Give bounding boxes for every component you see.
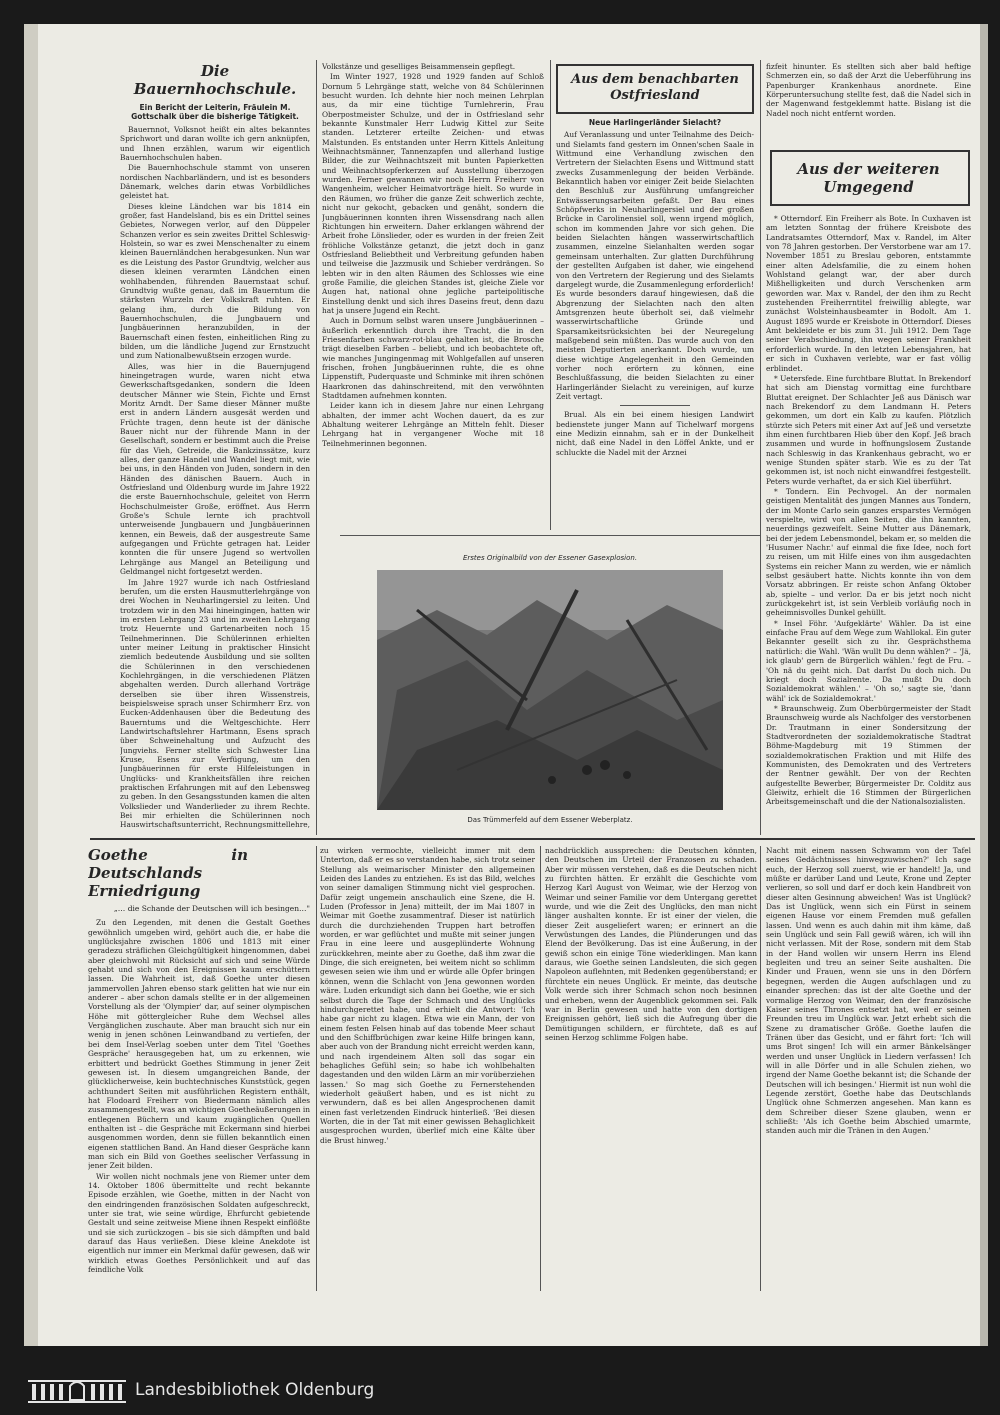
column-rule bbox=[316, 846, 317, 1291]
article-bauernhochschule-continued bbox=[322, 62, 544, 522]
column-rule bbox=[760, 846, 761, 1291]
article-ostfriesland-continued bbox=[766, 62, 971, 140]
paragraph: * Insel Föhr. 'Aufgeklärte' Wähler. Da ist eine einfache Frau auf dem Wege zum Wahllokal. Ein guter Bekannter gesellt sich zu ihr. Gesprächsthema natürlich: die Wahl. 'Wän wullt Du denn wählen?' – 'Jä, ick glaub' gern de Bürgerlich wählen.' fegt de Fru. – 'Oh nä du geiht nich. Dat darfst Du doch nich. Du kriegt doch Sozialrente. Da mußt Du doch Sozialdemokrat wählen.' – 'Oh so,' sagte sie, 'dann wähl' ick de Sozialdemokrat.' bbox=[766, 618, 971, 703]
paragraph: Im Jahre 1927 wurde ich nach Ostfriesland berufen, um die ersten Hausmutterlehrgänge von drei Wochen in Neuharlingersiel zu leiten. Und trotzdem wir in den Mai hineingingen, hatten wir im ersten Lehrgang 23 und im zweiten Lehrgang trotz Heuernte und Gartenarbeiten noch 15 Teilnehmerinnen. Die Schülerinnen erhielten unter meiner Leitung in praktischer Hinsicht ziemlich bedeutende Ausbildung und sie sollten die Schülerinnen in den verschiedenen Kochlehrgängen, in die verschiedenen Plätzen abgehalten werden. Durch allerhand Vorträge derselben sie über ihren Wissenstreis, beispielsweise sprach unser Schirmherr Erz. von Eucken-Addenhausen über die Bedeutung des Bauerntums und die Weltgeschichte. Herr Landwirtschaftslehrer Hartmann, Esens sprach über Schweinehaltung und Aufzucht des Jungviehs. Ferner stellte sich Schwester Lina Kruse, Esens zur Verfügung, um den Jungbäuerinnen für erste Hilfeleistungen in Unglücks- und Krankheitsfällen ihre reichen praktischen Erfahrungen mit auf den Lebensweg zu geben. In den Gesangsstunden kamen die alten Volkslieder und Wanderlieder zu ihrem Rechte. Bei mir erhielten die Schülerinnen noch Hauswirtschaftsunterricht, Rechnungsmittellehre, bbox=[120, 577, 310, 830]
paragraph: Alles, was hier in die Bauernjugend hineingetragen wurde, waren nicht etwa Gewerkschaftsgedanken, sondern die Ideen deutscher Männer wie Stein, Fichte und Ernst Moritz Arndt. Der Same dieser Männer mußte erst in andern Ländern ausgesät werden und Früchte tragen, denn heute ist der dänische Bauer nicht nur der führende Mann in der Gesellschaft, sondern er bestimmt auch die Preise für das Vieh, Getreide, die Bankzinssätze, kurz alles, der ganze Handel und Wandel liegt mit, wie bei uns, in den Händen von Juden, sondern in den Händen des dänischen Bauern. Auch in Ostfriesland und Oldenburg wurde im Jahre 1922 die erste Bauernhochschule, geleitet von Herrn Hochschulmeister Große, eröffnet. Aus Herrn Große's Schule lernte ich prachtvoll unterweisende Jungbauern und Jungbäuerinnen kennen, ein Beweis, daß der ausgestreute Same aufgegangen und Früchte getragen hat. Leider konnten die für unsere Jugend so wertvollen Lehrgänge aus Mangel an Beteiligung und Geldmangel nicht fortgesetzt werden. bbox=[120, 361, 310, 577]
paragraph: Die Bauernhochschule stammt von unseren nordischen Nachbarländern, und ist es besonders Dänemark, welches darin etwas Vorbildliches geleistet hat. bbox=[120, 163, 310, 201]
page-edge-left bbox=[24, 24, 38, 1346]
column-rule bbox=[550, 60, 551, 530]
paragraph: Auch in Dornum selbst waren unsere Jungbäuerinnen – äußerlich erkenntlich durch ihre Tracht, die in den Friesenfarben schwarz-rot-blau gehalten ist, die Brosche trägt dieselben Farben – beliebt, und ich beobachtete oft, wie manches Jungingenmag mit Wohlgefallen auf unseren frischen, frohen Jungbäuerinnen ruhte, die es ohne Lippenstift, Puderquaste und Schminke mit ihren schönen Haarkronen das dahinschreitend, mit den verwöhnten Stadtdamen aufnehmen konnten. bbox=[322, 316, 544, 401]
article-ostfriesland bbox=[556, 66, 754, 526]
paragraph: * Braunschweig. Zum Oberbürgermeister der Stadt Braunschweig wurde als Nachfolger des verstorbenen Dr. Trautmann in einer Sondersitzung der Stadtverordneten der sozialdemokratische Stadtrat Böhme-Magdeburg mit 19 Stimmen der sozialdemokratischen Fraktion und mit Hilfe des Kommunisten, des Demokraten und des Vertreters der Rentner gewählt. Der von der Rechten aufgestellte Bewerber, Bürgermeister Dr. Colditz aus Gleiwitz, erhielt die 16 Stimmen der Bürgerlichen Arbeitsgemeinschaft und die der Nationalsozialisten. bbox=[766, 703, 971, 807]
article-umgegend bbox=[766, 152, 971, 836]
paragraph: fizfeit hinunter. Es stellten sich aber bald heftige Schmerzen ein, so daß der Arzt die Ueberführung ins Papenburger Krankenhaus anordnete. Eine Körperuntersuchung stellte fest, daß die Nadel sich in der Magenwand festgeklemmt hatte. Bislang ist die Nadel noch nicht entfernt worden. bbox=[766, 62, 971, 118]
subheadline: Neue Harlingerländer Sielacht? bbox=[588, 118, 722, 127]
article-bauernhochschule bbox=[120, 62, 310, 830]
column-rule bbox=[540, 846, 541, 1291]
library-building-icon bbox=[28, 1376, 126, 1404]
paragraph: Bauernnot, Volksnot heißt ein altes bekanntes Sprichwort und daran wollte ich gern anknüpfen, und Ihnen erzählen, warum wir eigentlich Bauernhochschulen haben. bbox=[120, 125, 310, 163]
paragraph: Zu den Legenden, mit denen die Gestalt Goethes gewöhnlich umgeben wird, gehört auch die, er habe die unglücksjahre zwischen 1806 und 1813 mit einer geradezu sträflichen Gleichgültigkeit hingenommen, dabei aber gleichwohl mit Rücksicht auf sich und seine Würde gehabt und sich von den Ereignissen kaum erschüttern lassen. Die Wahrheit ist, daß Goethe unter diesen jammervollen Jahren ebenso stark gelitten hat wie nur ein anderer – aber schon damals stellte er in der allgemeinen Vorstellung als der 'Olympier' dar, auf seiner olympischen Höhe mit göttergleicher Ruhe dem Wechsel alles Vergänglichen zuschaute. Aber man braucht sich nur ein wenig in jenen schönen Leinwandband zu vertiefen, der bei dem Insel-Verlag soeben unter dem Titel 'Goethes Gespräche' herausgegeben hat, um zu erkennen, wie erbittert und bedrückt Goethes Stimmung in jener Zeit gewesen ist. In diesem umgangreichen Bande, der glücklicherweise, kein buchtechnisches Kunststück, gegen achthundert Seiten mit ausführlichen Registern enthält, hat Flodoard Freiherr von Biedermann nämlich alles zusammengestellt, was an wichtigen Goetheäußerungen in entlegenen Büchern und kaum zugänglichen Quellen enthalten ist – die Gespräche mit Eckermann sind hierbei ausgenommen worden, denn sie füllen bekanntlich einen eigenen stattlichen Band. An Hand dieser Gespräche kann man sich ein Bild von Goethes seelischer Verfassung in jener Zeit bilden. bbox=[88, 918, 310, 1171]
library-name: Landesbibliothek Oldenburg bbox=[135, 1380, 375, 1400]
subheadline: Ein Bericht der Leiterin, Fräulein M. Gottschalk über die bisherige Tätigkeit. bbox=[131, 103, 299, 121]
explosion-photo bbox=[377, 570, 723, 810]
paragraph: Dieses kleine Ländchen war bis 1814 ein großer, fast Handelsland, bis es ein Drittel seines Gebietes, Norwegen verlor, auf den Düppeler Schanzen verlor es sein zweites Drittel Schleswig-Holstein, so war es zwei Menschenalter zu einem kleinen Bauernländchen herabgesunken. Nun war es die Leistung des Pastor Grundtvig, welcher aus diesen kleinen verarmten Ländchen einen wohlhabenden, führenden Bauernstaat schuf. Grundtvig wußte genau, daß im Bauerntum die stärksten Wurzeln der Volkskraft ruhten. Er gelang ihm, durch die Bildung von Bauernhochschulen, die Jungbauern und Jungbäuerinnen heranzubilden, in der Bauernschaft einen festen, einheitlichen Ring zu bilden, um die ländliche Jugend zur Ernstzucht und zum Nationalbewußtsein erzogen wurde. bbox=[120, 201, 310, 361]
paragraph: zu wirken vermochte, vielleicht immer mit dem Unterton, daß er es so verstanden habe, sich trotz seiner Stellung als weimarischer Minister den allgemeinen Leiden des Landes zu entziehen. Es ist das Bild, welches von seiner damaligen Stimmung nicht viel gesprochen. Dafür zeigt ungemein anschaulich eine Szene, die H. Luden (Professor in Jena) mitteilt, der im Mai 1807 in Weimar mit Goethe zusammentraf. Dieser ist natürlich durch die durchziehenden Truppen hart betroffen worden, er war geflüchtet und mußte mit seiner jungen Frau in eine leere und ausgeplünderte Wohnung zurückkehren, meinte aber zu Goethe, daß ihm zwar die Dinge, die sich ereigneten, bei weitem nicht so schlimm gewesen seien wie ihm und er würde alle Opfer bringen können, wenn die Schlacht von Jena gewonnen worden wäre. Luden erkundigt sich dann bei Goethe, wie er sich selbst durch die Tage der Schmach und des Unglücks hindurchgerettet habe, und erhielt die Antwort: 'Ich habe gar nicht zu klagen. Etwa wie ein Mann, der von einem festen Felsen hinab auf das tobende Meer schaut und den Schiffbrüchigen zwar keine Hilfe bringen kann, aber auch von der Brandung nicht erreicht werden kann, und nach irgendeinem Alten soll das sogar ein behagliches Gefühl sein; so habe ich wohlbehalten dagestanden und den wilden Lärm an mir vorüberziehen lassen.' So mag sich Goethe zu Fernerstehenden wiederholt geäußert haben, und es ist nicht zu verwundern, daß es bei allen Angesprochenen damit einen fast verletzenden Eindruck hinterließ. 'Bei diesen Worten, die in der Tat mit einer gewissen Behaglichkeit ausgesprochen wurden, überlief mich eine Kälte über die Brust hinweg.' bbox=[320, 846, 535, 1145]
paragraph: Volkstänze und geselliges Beisammensein gepflegt. bbox=[322, 62, 516, 71]
page-edge-right bbox=[980, 24, 988, 1346]
headline: Goethe in Deutschlands Erniedrigung bbox=[88, 846, 248, 900]
paragraph: * Uetersfede. Eine furchtbare Bluttat. In Brekendorf hat sich am Dienstag vormittag eine furchtbare Bluttat ereignet. Der Schlachter Jeß aus Dänisch war nach Brekendorf zu dem Landmann H. Peters gekommen, um dort ein Kalb zu kaufen. Plötzlich stürzte sich Peters mit einer Axt auf Jeß und versetzte ihm einen furchtbaren Hieb über den Kopf. Jeß brach zusammen und wurde in hoffnungslosem Zustande nach Schleswig in das Krankenhaus gebracht, wo er wenige Stunden später starb. Wie es zu der Tat gekommen ist, ist noch nicht einwandfrei festgestellt. Peters wurde verhaftet, da er sich Kiel überführt. bbox=[766, 373, 971, 486]
article-goethe-col4 bbox=[766, 846, 971, 1291]
paragraph: Auf Veranlassung und unter Teilnahme des Deich- und Sielamts fand gestern im Onnen'schen Saale in Wittmund eine Verhandlung zwischen den Vertretern der Sielachten Esens und Wittmund statt zwecks Zusammenlegung der beiden Verbände. Bekanntlich haben vor einiger Zeit beide Sielachten den Beschluß zur Ausführung umfangreicher Entwässerungsarbeiten gefaßt. Der Bau eines Schöpfwerks in Neuharlingersiel und der großen Brücke in Carolinensiel soll, wenn irgend möglich, schon im kommenden Jahre vor sich gehen. Die beiden Sielachten hängen wasserwirtschaftlich zusammen, einzelne Sielanhalten werden sogar gemeinsam unterhalten. Zur glatten Durchführung der gestellten Aufgaben ist daher, wie eingehend von den Vertretern der Regierung und des Sielamts dargelegt wurde, die Zusammenlegung erforderlich! Es wurde besonders darauf hingewiesen, daß die Abgrenzung der Sielachten nach den alten Amtsgrenzen heute überholt sei, daß vielmehr wasserwirtschaftliche Gründe und Sparsamkeitsrücksichten bei der Neuregelung maßgebend sein müßten. Das wurde auch von den meisten Deputierten anerkannt. Doch wurde, um diese wichtige Angelegenheit in den Gemeinden vorher noch erörtern zu können, eine Beschlußfassung, die beiden Sielachten zu einer Harlingerländer Sielacht zu vereinigen, auf kurze Zeit vertagt. bbox=[556, 130, 754, 401]
column-rule bbox=[760, 60, 761, 835]
paragraph: nachdrücklich aussprechen: die Deutschen könnten, den Deutschen im Urteil der Franzosen zu schaden. Aber wir müssen verstehen, daß es die Deutschen nicht zu fürchten hätten. Er erzählt die Geschichte vom Herzog Karl August von Weimar, wie der Herzog von Weimar und seiner Familie vor dem Untergang gerettet wurde, und wie die Zeit des Unglücks, den man nicht länger aushalten konnte. Er ist einer der vielen, die dieser Zeit ausgeliefert waren; er erinnert an die Verwüstungen des Landes, die Plünderungen und das Elend der Bevölkerung. Das ist eine Äußerung, in der gewiß schon ein einige Töne wiederklingen. Man kann daraus, wie Goethe seinen Landsleuten, die sich gegen Napoleon auflehnten, mit Bedenken gegenüberstand; er fürchtete ein neues Unglück. Er meinte, das deutsche Volk werde sich ihrer Schmach schon noch besinnen und erheben, wenn der Augenblick gekommen sei. Falk war in Berlin gewesen und hatte von den dortigen Ereignissen gehört, ließ sich die Aufregung über die Demütigungen schildern, er fürchtete, daß es auf seinen Herzog schlimme Folgen habe. bbox=[545, 846, 757, 1042]
photo-title: Erstes Originalbild von der Essener Gasexplosion. bbox=[462, 554, 638, 562]
article-goethe-col2 bbox=[320, 846, 535, 1291]
separator bbox=[620, 405, 690, 406]
photo-frame-top bbox=[340, 535, 760, 536]
headline: Aus dem benachbarten Ostfriesland bbox=[571, 72, 739, 103]
headline: Aus der weiteren Umgegend bbox=[797, 160, 940, 196]
headline: Die Bauernhochschule. bbox=[133, 62, 297, 98]
section-rule bbox=[90, 838, 975, 840]
paragraph: Brual. Als ein bei einem hiesigen Landwirt bedienstete junger Mann auf Tichelwarf morgens eine Medizin einnahm, sah er in der Dunkelheit nicht, daß eine Nadel in den Löffel Ankte, und er schluckte die Nadel mit der Arznei bbox=[556, 410, 754, 457]
motto: „… die Schande der Deutschen will ich besingen…" bbox=[113, 904, 310, 913]
paragraph: Leider kann ich in diesem Jahre nur einen Lehrgang abhalten, der immer acht Wochen dauert, da es zur Abhaltung weiterer Lehrgänge an Mitteln fehlt. Dieser Lehrgang hat in vergangener Woche mit 18 Teilnehmerinnen begonnen. bbox=[322, 401, 544, 448]
article-goethe-col3 bbox=[545, 846, 757, 1291]
article-goethe bbox=[88, 846, 310, 1291]
rubble-image bbox=[377, 570, 723, 810]
column-rule bbox=[316, 60, 317, 835]
paragraph: * Tondern. Ein Pechvogel. An der normalen geistigen Mentalität des jungen Mannes aus Tondern, der im Monte Carlo sein ganzes ersparstes Vermögen verspielte, wird von allen Seiten, die ihn kannten, neuerdings gezweifelt. Seine Mutter aus Dänemark, bei der jedem Lebensmondel, bekam er, so melden die 'Husumer Nachr.' auf einmal die fixe Idee, noch fort zu reisen, um mit Hilfe eines von ihm ausgedachten Systems ein reicher Mann zu werden, wie er nämlich selbst gesäubert hatte. Nichts konnte ihn von dem Vorsatz abbringen. Er reiste schon Anfang Oktober ab, spielte – und verlor. Da er bis jetzt noch nicht zurückgekehrt ist, ist sein Verbleib vorläufig noch in geheimnisvolles Dunkel gehüllt. bbox=[766, 486, 971, 618]
paragraph: * Otterndorf. Ein Freiherr als Bote. In Cuxhaven ist am letzten Sonntag der frühere Kreisbote des Landratsamtes Otterndorf, Max v. Randel, im Alter von 78 Jahren gestorben. Der Verstorbene war am 17. November 1851 zu Breslau geboren, entstammte einer alten Adelsfamilie, die zu einem hohen Wohlstand gelangt war, der aber durch Mißhelligkeiten und durch Verschenken arm geworden war. Max v. Randel, der den ihm zu Recht zustehenden Freiherrntitel freiwillig ablegte, war zunächst Wolsteinhausbeamter in Bodolt. Am 1. August 1895 wurde er Kreisbote in Otterndorf. Dieses Amt bekleidete er bis zum 31. Juli 1912. Dem Tage seiner Verabschiedung, ihn wegen seiner Frankheit erforderlich wurde. In den letzten Lebensjahren, hat er sich in Cuxhaven verlebte, war er fast völlig erblindet. bbox=[766, 214, 971, 373]
photo-caption: Das Trümmerfeld auf dem Essener Weberplatz. bbox=[467, 816, 633, 824]
paragraph: Wir wollen nicht nochmals jene von Riemer unter dem 14. Oktober 1806 übermittelte und recht bekannte Episode erzählen, wie Goethe, mitten in der Nacht von den eindringenden französischen Soldaten aufgeschreckt, unter sie trat, wie seine würdige, Ehrfurcht gebietende Gestalt und seine zeitweise Miene ihnen Respekt einflößte und sie sich zurückzogen – bis sie sich dämpften und bald darauf das Haus verließen. Diese kleine Anekdote ist eigentlich nur immer ein Merkmal dafür gewesen, daß wir wirklich etwas Goethes Persönlichkeit und auf das feindliche Volk bbox=[88, 1171, 310, 1275]
paragraph: Nacht mit einem nassen Schwamm von der Tafel seines Gedächtnisses hinwegzuwischen?' Ich sage euch, der Herzog soll zuerst, wie er handelt! Ja, und müßte er darüber Land und Leute, Krone und Zepter verlieren, so soll und darf er doch kein Handbreit von dieser alten Gesinnung abweichen! Was ist Unglück? Das ist Unglück, wenn sich ein Fürst in seinem eigenen Hause vor einem Fremden muß gefallen lassen. Und wenn es auch dahin mit ihm käme, daß sein Unglück und sein Fall gewiß wären, ich will ihn nicht verlassen. Mit der Rose, sondern mit dem Stab in der Hand wollen wir unsern Herrn ins Elend begleiten und treu an seiner Seite aushalten. Die Kinder und Frauen, wenn sie uns in den Dörfern begegnen, werden die Augen aufschlagen und zu einander sprechen: das ist der alte Goethe und der vormalige Herzog von Weimar, den der französische Kaiser seines Thrones entsetzt hat, weil er seinen Freunden treu im Unglück war. Jetzt erhebt sich die Szene zu dramatischer Größe. Goethe laufen die Tränen über das Gesicht, und er fährt fort: 'Ich will ums Brot singen! Ich will ein armer Bänkelsänger werden und unser Unglück in Liedern verfassen! Ich will in alle Dörfer und in alle Schulen ziehen, wo irgend der Name Goethe bekannt ist; die Schande der Deutschen will ich besingen.' Hiermit ist nun wohl die Legende zerstört, Goethe habe das Deutschlands Unglück ohne Schmerzen angesehen. Man kann es dem Schreiber dieser Szene glauben, wenn er schließt: 'Als ich Goethe beim Abschied umarmte, standen auch mir die Tränen in den Augen.' bbox=[766, 846, 971, 1136]
paragraph: Im Winter 1927, 1928 und 1929 fanden auf Schloß Dornum 5 Lehrgänge statt, welche von 84 Schülerinnen besucht wurden. Ich dehnte hier noch meinen Lehrplan aus, da mir eine tüchtige Turnlehrerin, Frau Oberpostmeister Schulze, und der in Ostfriesland sehr bekannte Kunstmaler Herr Ludwig Kittel zur Seite standen. Letzterer erteilte Zeichen- und etwas Malstunden. Es entstanden unter Herrn Kittels Anleitung Weihnachtsmänner, Tannenzapfen und allerhand lustige Bilder, die zur Weihnachtszeit mit bunten Papierketten und Weihnachtsopferkerzen auf Ausstellung überzogen wurden. Ferner gewannen wir noch Herrn Freiherr von Wangenheim, welcher Heimatvorträge hielt. So wurde in den Räumen, wo früher die ganze Zeit schwerlich zechte, nicht nur gekocht, gebacken und genäht, sondern die Jungbäuerinnen konnten ihren Wissensdrang nach allen Richtungen hin erweitern. Daher erklangen während der Arbeit frohe Lönslieder, oder es wurden in der freien Zeit fröhliche Volkstänze getanzt, die jetzt doch in ganz Ostfriesland Beliebtheit und Verbreitung gefunden haben und teilweise die Jazzmusik und Schieber verdrängen. So lebten wir in den alten Räumen des Schlosses wie eine große Familie, die gleichen Standes ist, gleiche Ziele vor Augen hat, national ohne jegliche parteipolitische Einstellung denkt und sich ihres Daseins freut, denn dazu hat ja unsere Jugend ein Recht. bbox=[322, 72, 544, 315]
